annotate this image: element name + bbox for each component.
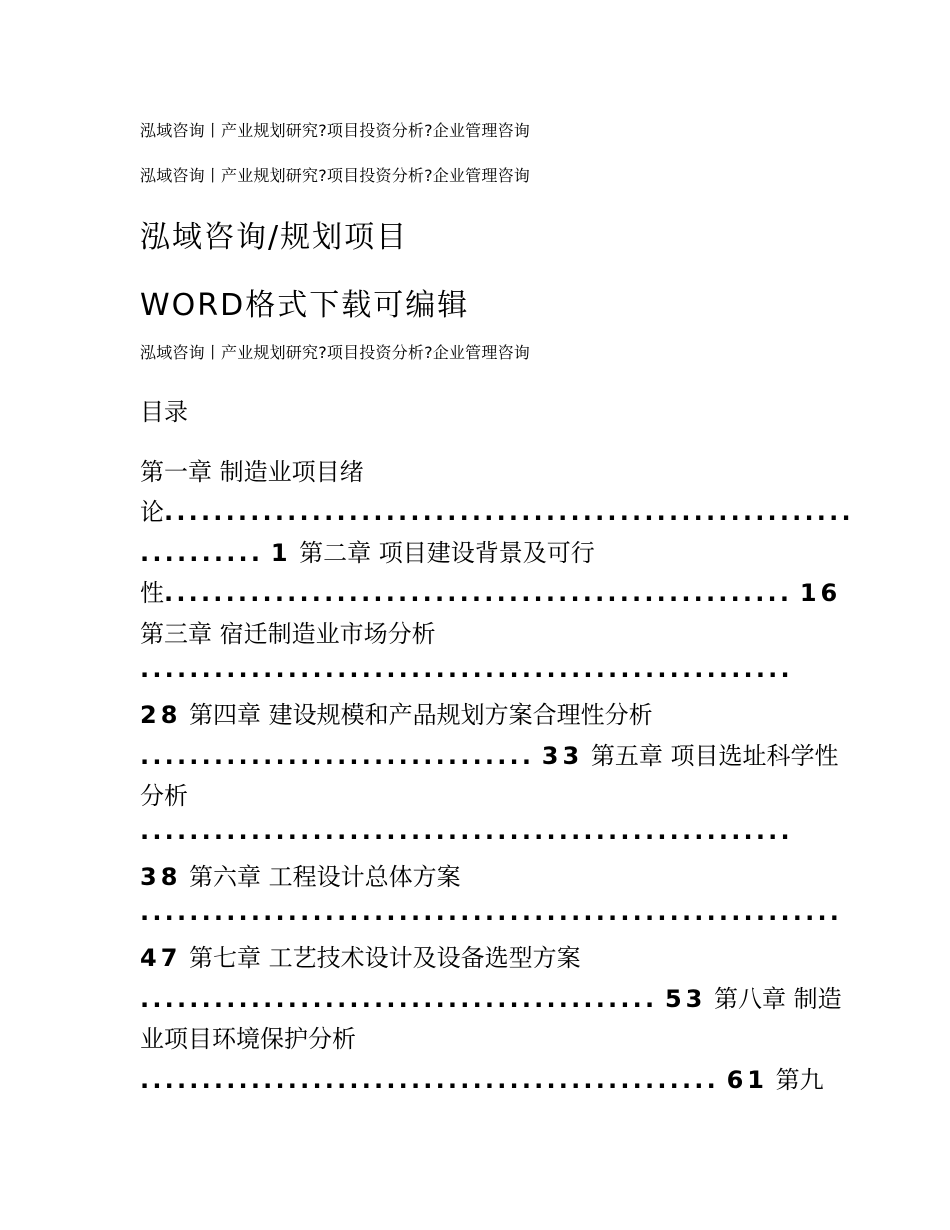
toc-entry-text: 第四章 建设规模和产品规划方案合理性分析 — [189, 701, 653, 729]
document-title: 泓域咨询/规划项目 — [140, 220, 409, 255]
toc-leader-dots: ............................................... — [140, 1066, 719, 1094]
toc-entry-text: 第三章 宿迁制造业市场分析 — [140, 620, 436, 648]
toc-line — [140, 695, 653, 730]
toc-line — [140, 857, 461, 892]
header-line-3: 泓域咨询丨产业规划研究?项目投资分析?企业管理咨询 — [140, 343, 530, 362]
toc-leader-dots: .......... — [140, 539, 264, 567]
header-line-1: 泓域咨询丨产业规划研究?项目投资分析?企业管理咨询 — [140, 121, 530, 140]
toc-heading: 目录 — [140, 398, 188, 426]
toc-entry-text: 业项目环境保护分析 — [140, 1025, 356, 1053]
toc-line — [140, 898, 842, 926]
document-subtitle: WORD格式下载可编辑 — [140, 288, 470, 323]
toc-page-number: 16 — [799, 579, 842, 607]
toc-page-number: 28 — [140, 701, 182, 729]
toc-leader-dots: ..................................................... — [140, 817, 793, 845]
toc-entry-text: 分析 — [140, 782, 188, 810]
toc-page-number: 61 — [726, 1066, 768, 1094]
toc-leader-dots: ......................................................... — [140, 898, 843, 926]
toc-line — [140, 573, 841, 608]
toc-line — [140, 776, 188, 811]
toc-page-number: 38 — [140, 863, 182, 891]
toc-entry-text: 第六章 工程设计总体方案 — [189, 863, 461, 891]
toc-line — [140, 736, 838, 771]
toc-leader-dots: ..................................................... — [140, 655, 793, 683]
toc-entry-text: 第一章 制造业项目绪 — [140, 458, 364, 486]
toc-line — [140, 614, 436, 649]
toc-line — [140, 492, 854, 527]
toc-leader-dots: .......................................... — [140, 985, 658, 1013]
toc-line — [140, 817, 793, 845]
toc-entry-text: 性 — [140, 579, 164, 607]
toc-page-number: 1 — [270, 539, 292, 567]
toc-line — [140, 938, 581, 973]
toc-leader-dots: ................................ — [140, 742, 535, 770]
toc-entry-text: 第八章 制造 — [714, 985, 842, 1013]
toc-entry-text: 第五章 项目选址科学性 — [590, 742, 839, 770]
header-line-2: 泓域咨询丨产业规划研究?项目投资分析?企业管理咨询 — [140, 166, 530, 185]
toc-leader-dots: ........................................................ — [164, 498, 854, 526]
toc-entry-text: 第二章 项目建设背景及可行 — [299, 539, 595, 567]
toc-entry-text: 第九 — [775, 1066, 824, 1094]
toc-line — [140, 533, 595, 568]
toc-line — [140, 1060, 824, 1095]
toc-page-number: 53 — [664, 985, 707, 1013]
toc-page-number: 47 — [140, 944, 182, 972]
toc-leader-dots: ................................................... — [164, 579, 793, 607]
toc-line — [140, 452, 364, 487]
toc-entry-text: 论 — [140, 498, 164, 526]
toc-entry-text: 第七章 工艺技术设计及设备选型方案 — [189, 944, 581, 972]
toc-line — [140, 979, 842, 1014]
toc-line — [140, 1019, 356, 1054]
toc-line — [140, 655, 793, 683]
toc-page-number: 33 — [541, 742, 584, 770]
